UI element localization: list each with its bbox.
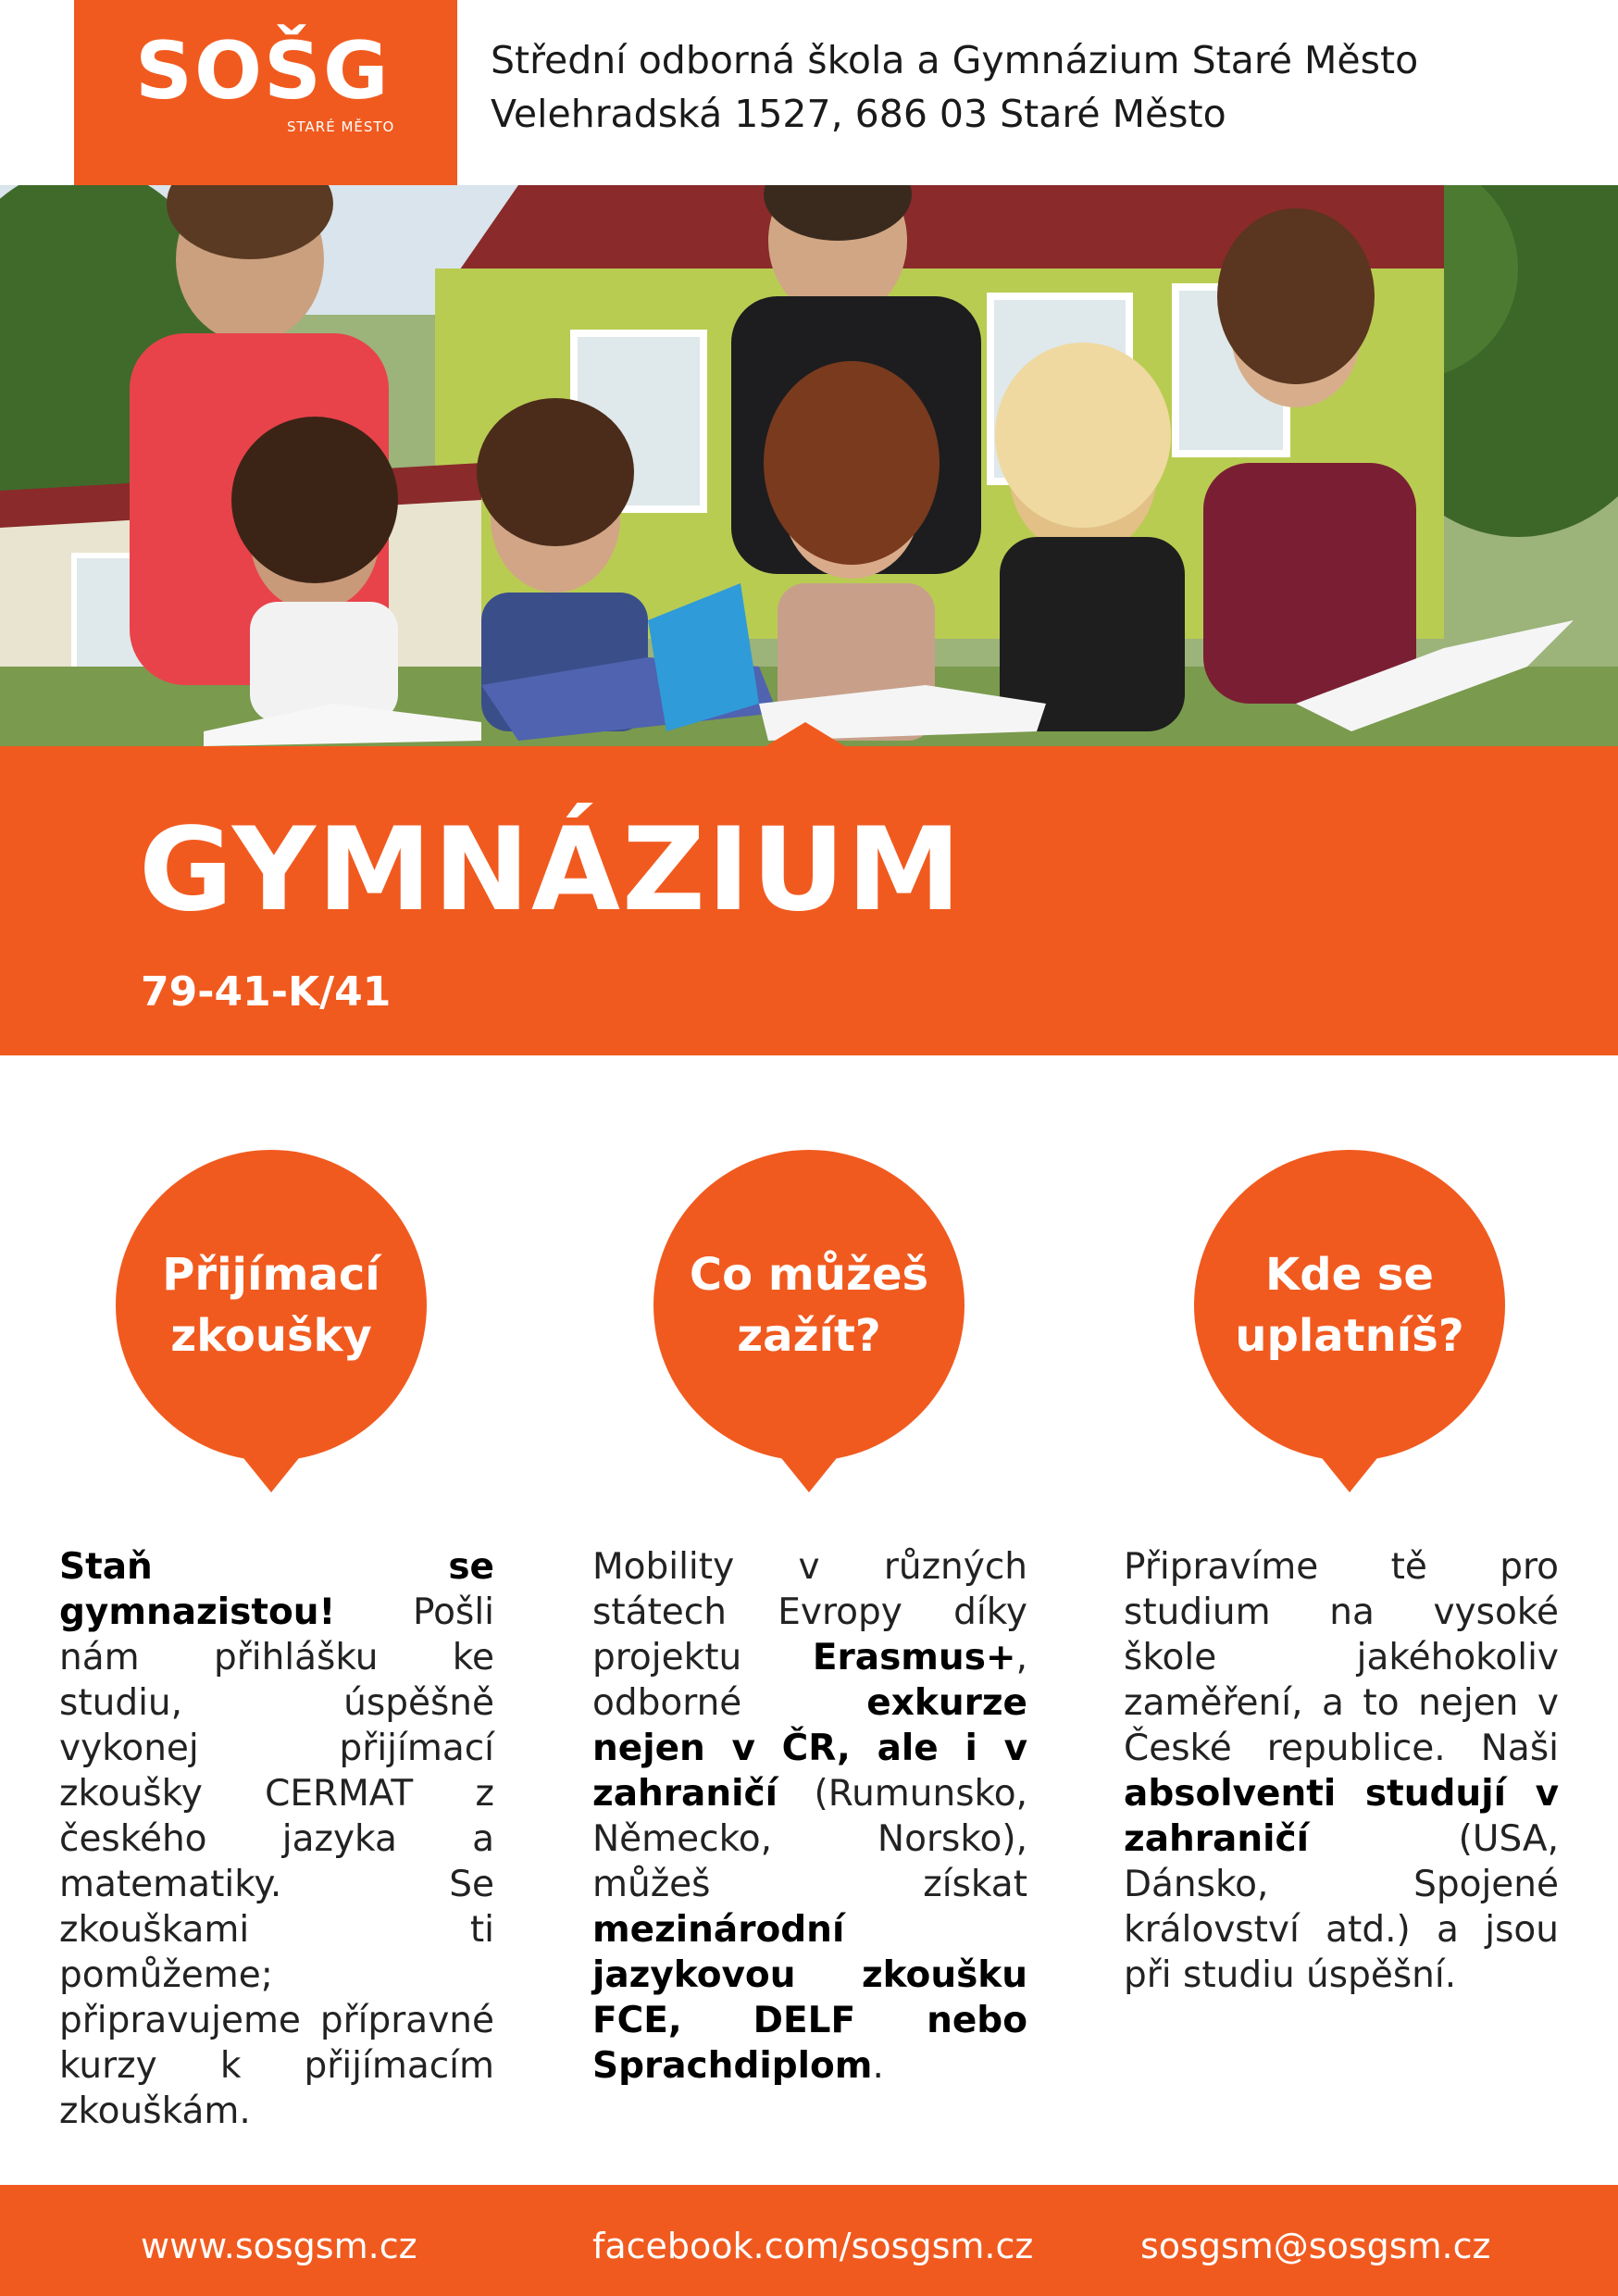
bubble-experience xyxy=(653,1150,965,1461)
segment: , odborné xyxy=(592,1637,1027,1724)
segment: . xyxy=(872,2045,884,2087)
bubble-career-line2: uplatníš? xyxy=(1235,1310,1464,1362)
column-career-text xyxy=(1124,1544,1559,1998)
segment: Staň se gymnazistou! xyxy=(59,1546,494,1633)
segment: exkurze nejen v ČR, ale i v zahraničí xyxy=(592,1682,1027,1815)
footer-website-link[interactable]: www.sosgsm.cz xyxy=(141,2226,417,2266)
bubble-career xyxy=(1194,1150,1505,1461)
bubble-admission-line1: Přijímací xyxy=(162,1249,380,1301)
students-photo-illustration xyxy=(0,185,1618,746)
footer-email-link[interactable]: sosgsm@sosgsm.cz xyxy=(1140,2226,1491,2266)
banner-notch xyxy=(763,722,848,748)
bubble-experience-tail xyxy=(770,1444,848,1492)
bubble-admission-tail xyxy=(232,1444,310,1492)
program-code: 79-41-K/41 xyxy=(141,968,392,1016)
bubble-experience-line2: zažít? xyxy=(737,1310,881,1362)
school-info xyxy=(491,33,1418,141)
bubble-experience-line1: Co můžeš xyxy=(689,1249,929,1301)
school-logo xyxy=(74,0,457,185)
segment: absolventi studují v zahraničí xyxy=(1124,1773,1559,1860)
bubble-career-tail xyxy=(1311,1444,1388,1492)
program-title: GYMNÁZIUM xyxy=(139,804,964,937)
footer-bar xyxy=(0,2185,1618,2296)
bubble-career-line1: Kde se xyxy=(1265,1249,1434,1301)
segment: mezinárodní jazykovou zkoušku FCE, DELF nebo Sprachdiplom xyxy=(592,1909,1027,2087)
column-experience-text xyxy=(592,1544,1027,2089)
segment: Mobility v různých státech Evropy díky projektu xyxy=(592,1546,1027,1678)
segment: (USA, Dánsko, Spojené království atd.) a jsou při studiu úspěšní. xyxy=(1124,1818,1559,1996)
bubble-admission-line2: zkoušky xyxy=(170,1310,372,1362)
segment: Erasmus+ xyxy=(812,1637,1016,1678)
logo-subtitle: STARÉ MĚSTO xyxy=(287,119,395,135)
column-admission-text xyxy=(59,1544,494,2134)
segment: Připravíme tě pro studium na vysoké škole jakéhokoliv zaměření, a to nejen v České republice. Naši xyxy=(1124,1546,1559,1769)
school-name: Střední odborná škola a Gymnázium Staré Město xyxy=(491,38,1419,82)
segment: (Rumunsko, Německo, Norsko), můžeš získat xyxy=(592,1773,1027,1905)
logo-wordmark: SOŠG xyxy=(135,25,391,118)
bubble-admission xyxy=(116,1150,427,1461)
school-address: Velehradská 1527, 686 03 Staré Město xyxy=(491,92,1226,136)
students-photo xyxy=(0,185,1618,746)
footer-facebook-link[interactable]: facebook.com/sosgsm.cz xyxy=(592,2226,1034,2266)
segment: Pošli nám přihlášku ke studiu, úspěšně vykonej přijímací zkoušky CERMAT z českého jazyka a matematiky. Se zkouškami ti pomůžeme; připravujeme přípravné kurzy k přijímacím zkouškám. xyxy=(59,1591,494,2132)
